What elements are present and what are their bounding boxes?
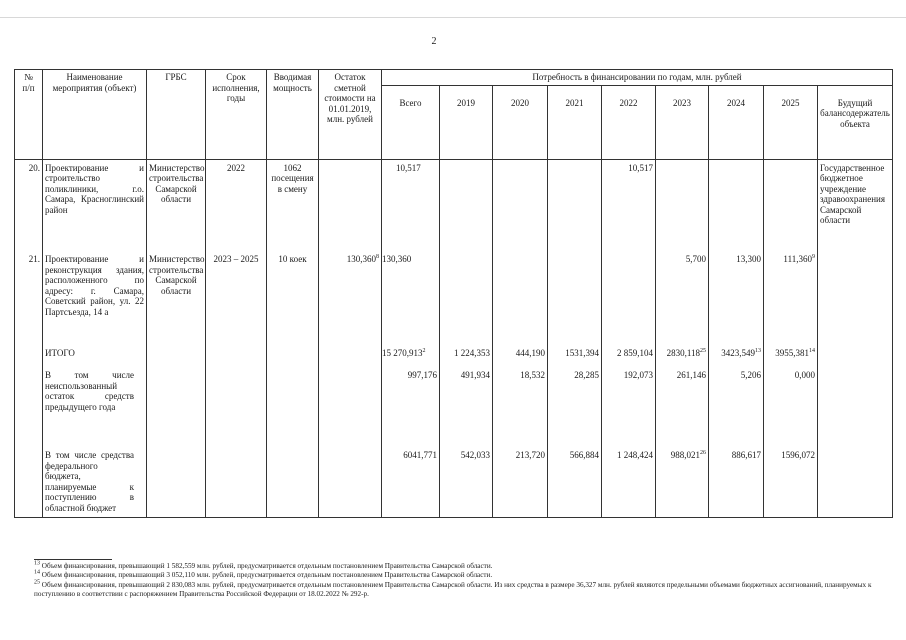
table-row — [15, 251, 893, 345]
header-year: 2023 — [656, 85, 709, 159]
footnote: $^{25}$ Объем финансирования, превышающий 2 830,083 млн. рублей, предусматривается отдельным постановлением Правительства Самарской области. Из них средства в размере 36,327 млн. рублей являются предельными объемами бюджетных ассигнований, планируемых к поступлению в соответствии с распоряжением Правительства Российской Федерации от 18.02.2022 № 292-р. — [34, 579, 872, 598]
totals-year-value: 444,190 — [493, 345, 548, 367]
unused-year-value: 491,934 — [440, 367, 493, 447]
header-year: 2019 — [440, 85, 493, 159]
header-name: Наименование мероприятия (объект) — [43, 70, 147, 160]
header-num: № п/п — [15, 70, 43, 160]
row-year-value: 111,360$^9$ — [764, 251, 818, 345]
row-total: 10,517 — [382, 159, 440, 251]
row-holder: Государственное бюджетное учреждение здравоохранения Самарской области — [818, 159, 893, 251]
row-year-value — [709, 159, 764, 251]
row-year-value — [493, 251, 548, 345]
unused-year-value: 28,285 — [548, 367, 602, 447]
footnote: $^{13}$ Объем финансирования, превышающий 1 582,559 млн. рублей, предусматривается отдельным постановлением Правительства Самарской области. — [34, 560, 493, 570]
totals-year-value: 2 859,104 — [602, 345, 656, 367]
federal-year-value: 988,021$^{26}$ — [656, 447, 709, 517]
row-remainder — [319, 159, 382, 251]
totals-total: 15 270,913$^2$ — [382, 345, 440, 367]
federal-year-value: 542,033 — [440, 447, 493, 517]
totals-label: ИТОГО — [43, 345, 147, 367]
unused-label: В том числе неиспользованный остаток средств предыдущего года — [43, 367, 147, 447]
row-year-value — [764, 159, 818, 251]
row-total: 130,360 — [382, 251, 440, 345]
row-name: Проектирование и строительство поликлиники, г.о. Самара, Красноглинский район — [43, 159, 147, 251]
totals-year-value: 3423,549$^{13}$ — [709, 345, 764, 367]
federal-total: 6041,771 — [382, 447, 440, 517]
row-year-value: 5,700 — [656, 251, 709, 345]
federal-year-value: 886,617 — [709, 447, 764, 517]
unused-year-value: 192,073 — [602, 367, 656, 447]
federal-year-value: 566,884 — [548, 447, 602, 517]
totals-year-value: 3955,381$^{14}$ — [764, 345, 818, 367]
row-year-value: 13,300 — [709, 251, 764, 345]
federal-year-value: 1596,072 — [764, 447, 818, 517]
footnotes — [22, 562, 882, 599]
federal-year-value: 1 248,424 — [602, 447, 656, 517]
header-future-holder: Будущий балансодержатель объекта — [818, 85, 893, 159]
totals-year-value: 1531,394 — [548, 345, 602, 367]
row-remainder: 130,360$^8$ — [319, 251, 382, 345]
unused-year-value: 261,146 — [656, 367, 709, 447]
unused-year-value: 0,000 — [764, 367, 818, 447]
header-year: 2021 — [548, 85, 602, 159]
row-year-value — [548, 159, 602, 251]
unused-year-value: 18,532 — [493, 367, 548, 447]
row-year-value — [440, 159, 493, 251]
unused-remainder-row — [15, 367, 893, 447]
row-year-value — [602, 251, 656, 345]
row-year-value: 10,517 — [602, 159, 656, 251]
unused-year-value: 5,206 — [709, 367, 764, 447]
totals-year-value: 1 224,353 — [440, 345, 493, 367]
totals-year-value: 2830,118$^{25}$ — [656, 345, 709, 367]
page-number: 2 — [431, 36, 437, 47]
footnote-divider — [34, 559, 112, 560]
header-year: 2024 — [709, 85, 764, 159]
funding-table — [14, 69, 893, 518]
page-top-edge — [0, 17, 906, 18]
row-num: 20. — [15, 159, 43, 251]
header-year: 2025 — [764, 85, 818, 159]
header-total: Всего — [382, 85, 440, 159]
row-name: Проектирование и реконструкция здания, расположенного по адресу: г. Самара, Советский район, ул. 22 Партсъезда, 14 а — [43, 251, 147, 345]
header-year: 2022 — [602, 85, 656, 159]
row-term: 2022 — [206, 159, 267, 251]
header-remainder: Остаток сметной стоимости на 01.01.2019, млн. рублей — [319, 70, 382, 160]
header-grbs: ГРБС — [147, 70, 206, 160]
row-capacity: 10 коек — [267, 251, 319, 345]
row-term: 2023 – 2025 — [206, 251, 267, 345]
row-num: 21. — [15, 251, 43, 345]
row-year-value — [656, 159, 709, 251]
totals-row — [15, 345, 893, 367]
footnote: $^{14}$ Объем финансирования, превышающий 3 052,110 млн. рублей, предусматривается отдельным постановлением Правительства Самарской области. — [34, 569, 493, 580]
header-year: 2020 — [493, 85, 548, 159]
row-grbs: Министерство строительства Самарской области — [147, 251, 206, 345]
header-funding-group: Потребность в финансировании по годам, млн. рублей — [382, 70, 893, 86]
row-year-value — [548, 251, 602, 345]
header-capacity: Вводимая мощность — [267, 70, 319, 160]
federal-year-value: 213,720 — [493, 447, 548, 517]
federal-label: В том числе средства федерального бюджета, планируемые к поступлению в областной бюджет — [43, 447, 147, 517]
header-term: Срок исполнения, годы — [206, 70, 267, 160]
row-holder — [818, 251, 893, 345]
unused-total: 997,176 — [382, 367, 440, 447]
federal-budget-row — [15, 447, 893, 517]
row-capacity: 1062 посещения в смену — [267, 159, 319, 251]
row-year-value — [493, 159, 548, 251]
row-year-value — [440, 251, 493, 345]
row-grbs: Министерство строительства Самарской области — [147, 159, 206, 251]
table-row — [15, 159, 893, 251]
